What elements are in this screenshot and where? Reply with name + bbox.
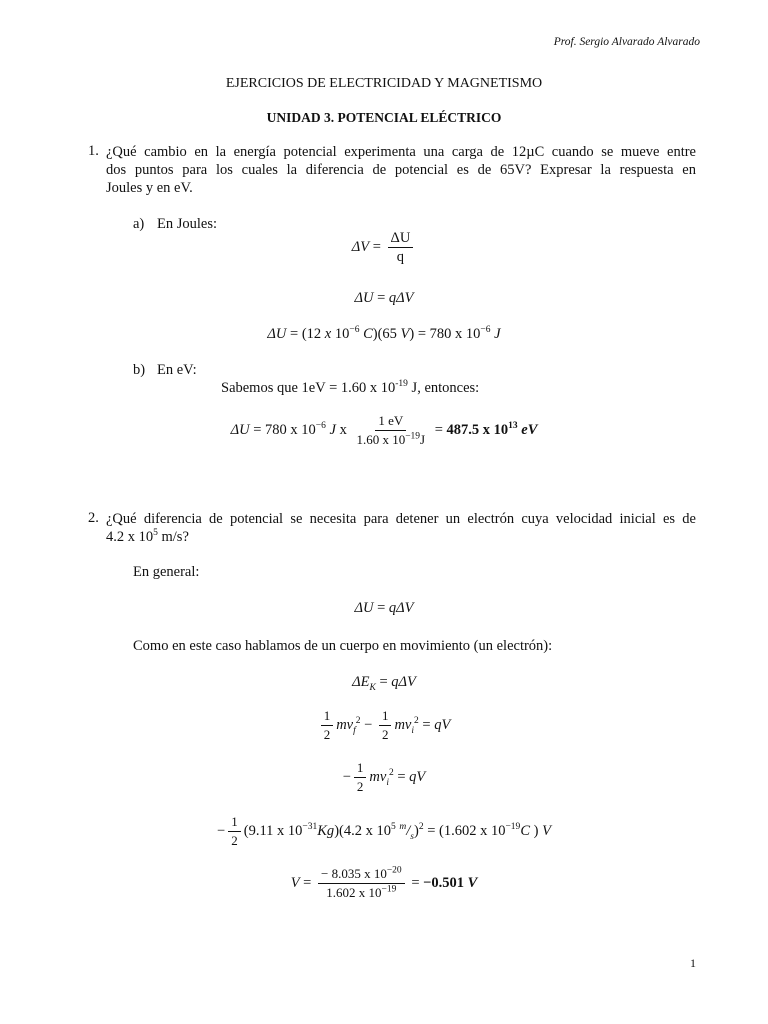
equation-initial-kinetic: − $\frac{1}{2}$ $mv_i^2$ = qV [342,760,426,794]
moving-body-note: Como en este caso hablamos de un cuerpo en movimiento (un electrón): [133,638,553,654]
problem-1-line: Joules y en eV. [106,180,193,196]
ev-conversion-note [221,380,479,397]
document-title: EJERCICIOS DE ELECTRICIDAD Y MAGNETISMO [225,76,543,91]
problem-2-line: 4.2 x $10^5$ m/s? [106,528,189,545]
equation-energy-change: ΔU = qΔV [354,290,414,306]
equation-kinetic-difference: $\frac{1}{2}$ $mv_f^2$ − $\frac{1}{2}$ $mv_i^2$ = qV [0,708,768,743]
equation-substitution: − $\frac{1}{2}$ (9.11 x $10^{-31}Kg)(4.2$ x $10^5$ $^m/_s)^2 = (1.602$ x $10^{-19}C$ ) V [217,814,551,848]
problem-1-result: 487.5 x $10^{13}$ eV [446,421,538,438]
problem-2-result: −0.501 V [423,874,478,891]
problem-1-line: dos puntos para los cuales la diferencia de potencial es de 65V? Expresar la respuesta en [106,162,696,178]
problem-2-number: 2. [88,510,99,526]
author-header: Prof. Sergio Alvarado Alvarado [553,36,700,48]
page-number: 1 [690,956,696,970]
equation-energy-joules: ΔU = (12 x $10^{-6}$ C)(65 V) = 780 x $10^{-6}$ J [267,325,501,342]
equation-energy-ev: ΔU = 780 x $10^{-6}$ J x $\frac{1 eV}{1.60 x 10^{-19}J}$ = 487.5 x $10^{13}$ eV [230,413,538,447]
equation-kinetic-energy: $\Delta E_K = q\Delta V$ [352,674,416,693]
equation-potential-definition: ΔV = $\frac{\Delta U}{q}$ [0,230,768,265]
general-label: En general: [133,564,200,580]
ev-note-suffix: J, entonces: [407,380,480,396]
problem-1-number: 1. [88,143,99,159]
problem-2-line: ¿Qué diferencia de potencial se necesita para detener un electrón cuya velocidad inicial es de [106,511,696,527]
problem-1-statement [106,143,696,197]
problem-1-line: ¿Qué cambio en la energía potencial experimenta una carga de 12µC cuando se mueve entre [106,144,696,160]
equation-final-voltage: V = $\frac{- 8.035 x 10^{-20}}{1.602 x 10^{-19}}$ = −0.501 V [290,865,478,900]
unit-title: UNIDAD 3. POTENCIAL ELÉCTRICO [266,110,502,125]
equation-energy-change-2: ΔU = qΔV [354,600,414,616]
problem-2-statement [106,510,696,546]
part-a-label: a) [133,216,145,232]
part-b-text: En eV: [157,362,197,378]
part-a-text: En Joules: [157,216,218,232]
part-b-label: b) [133,362,146,378]
ev-note-exponent: -19 [395,379,408,390]
ev-note-prefix: Sabemos que 1eV = 1.60 x 10 [221,380,396,396]
